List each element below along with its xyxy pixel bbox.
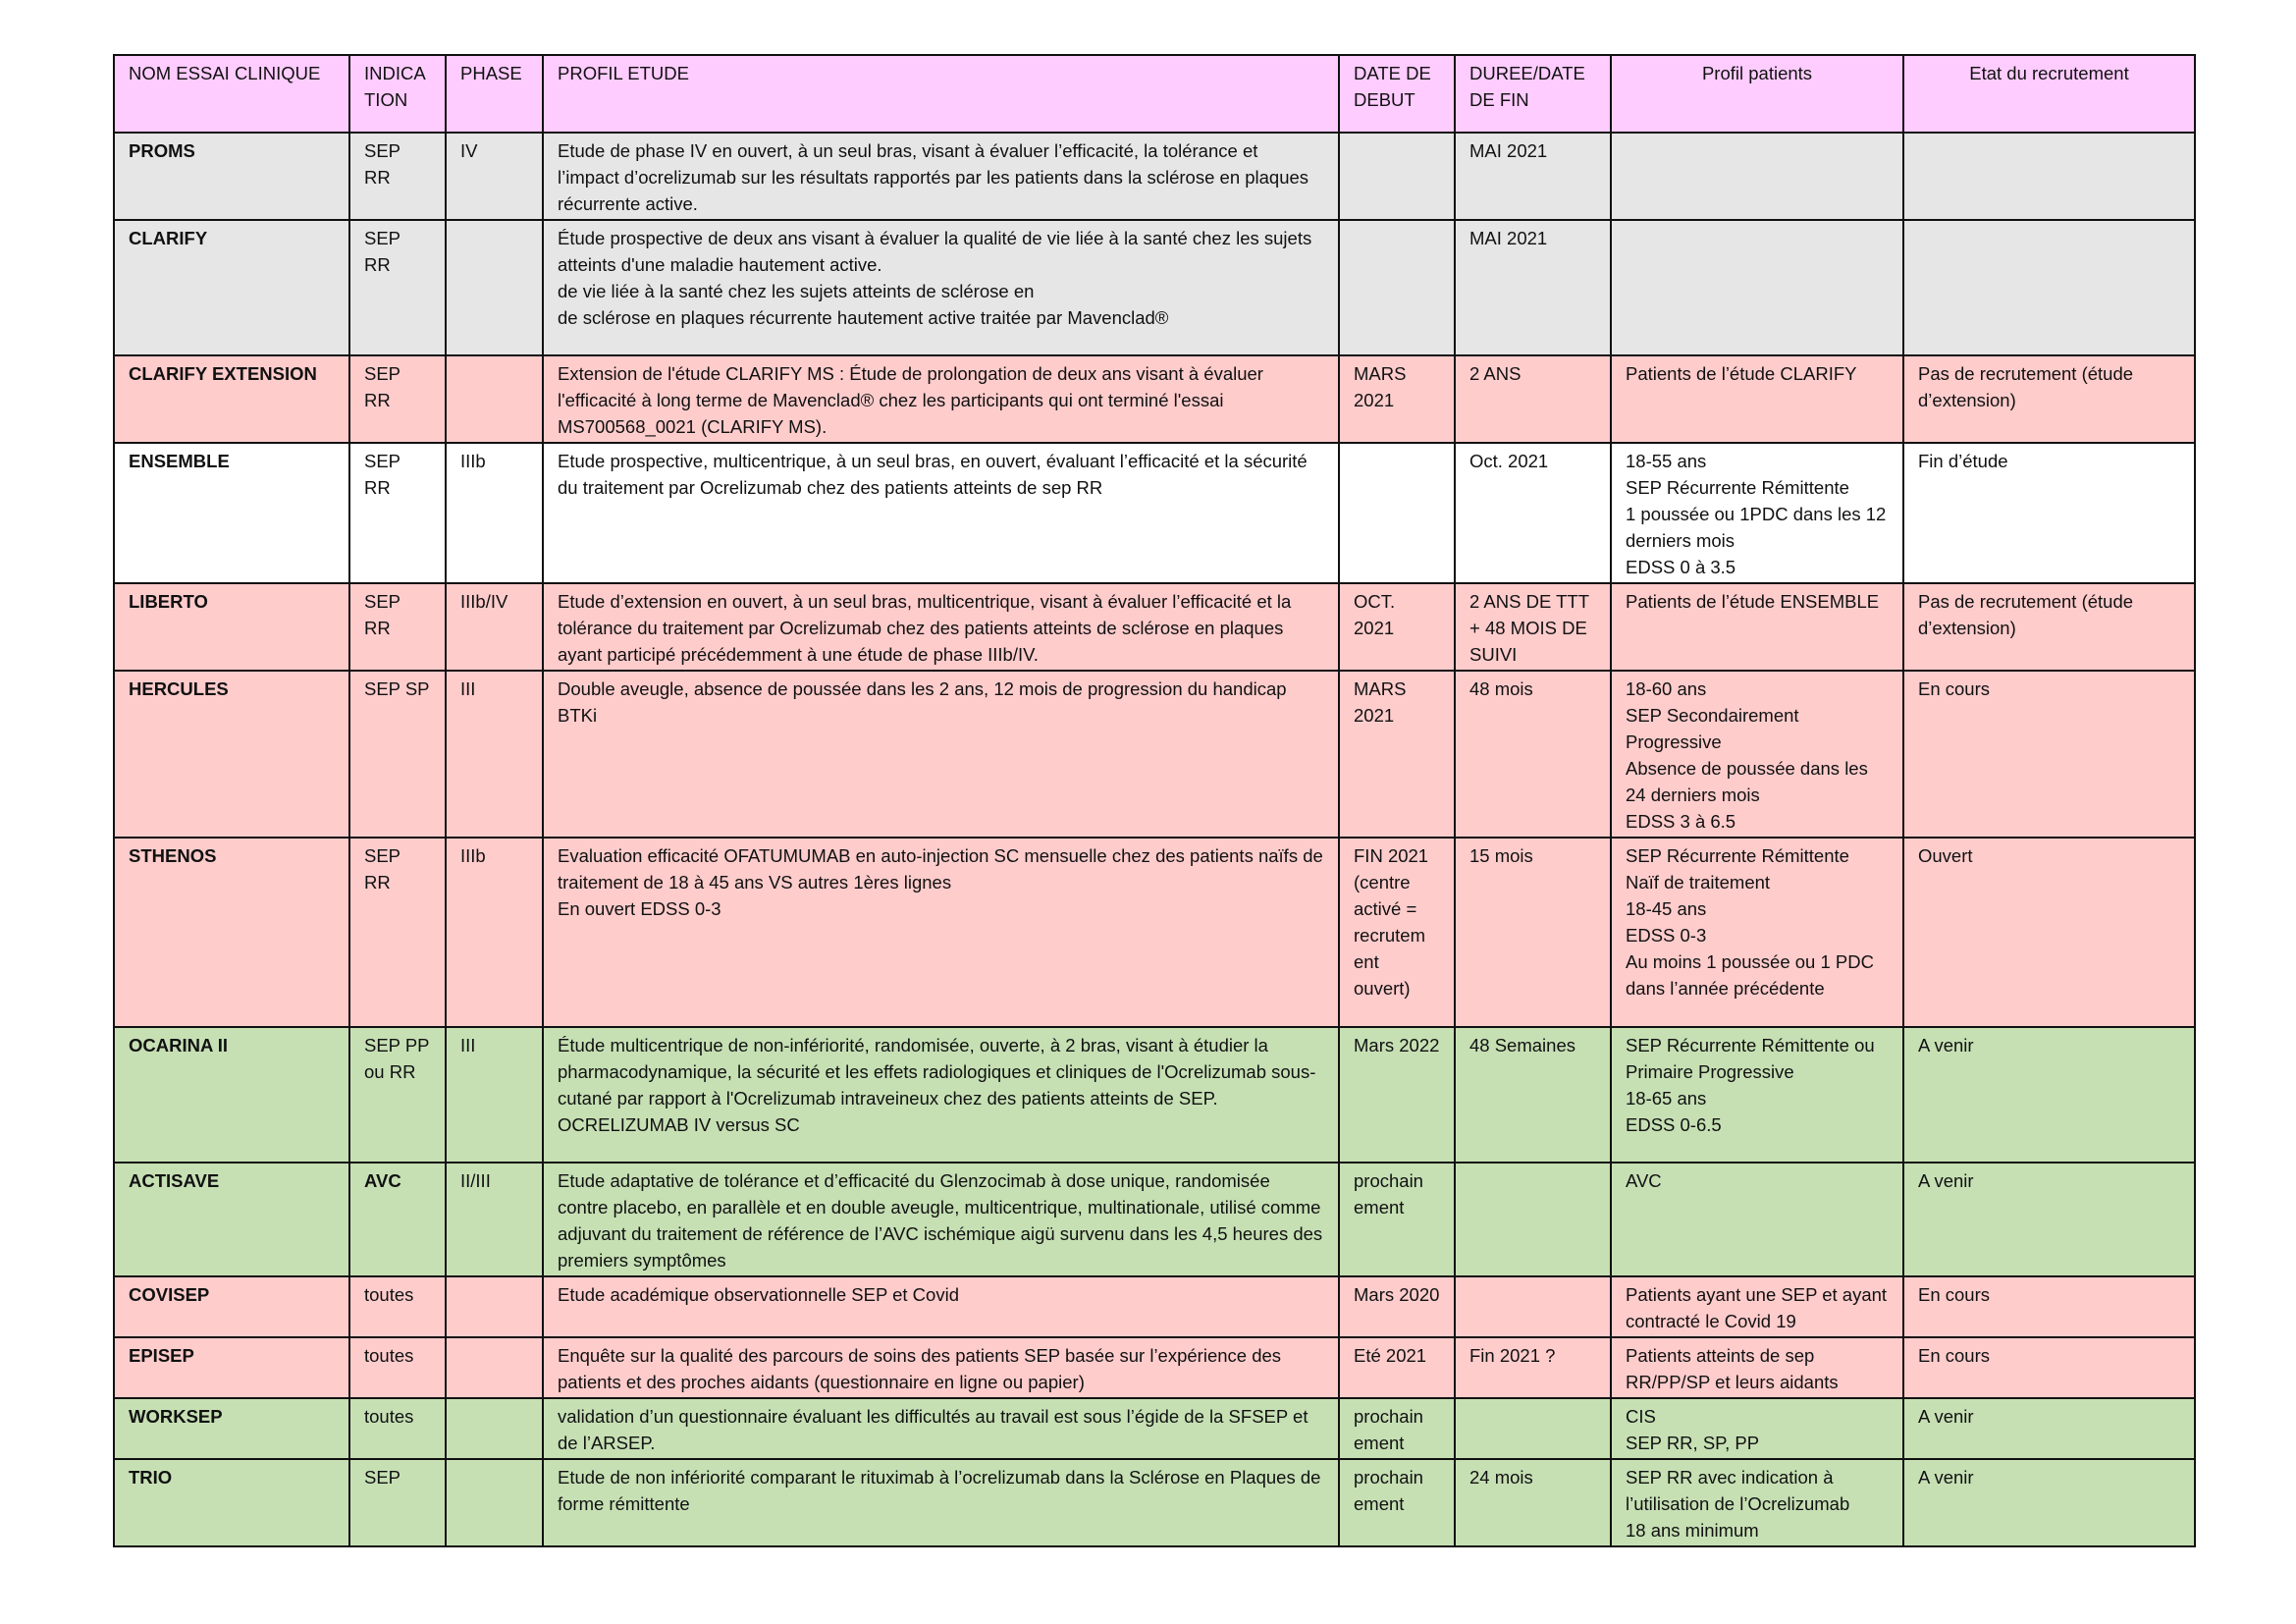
cell-profil-patients <box>1611 1459 1903 1546</box>
cell-phase: III <box>446 671 543 838</box>
cell-line: EDSS 0-6.5 <box>1626 1114 1722 1135</box>
header-phase: PHASE <box>446 55 543 133</box>
table-row <box>114 220 2195 355</box>
cell-duree-fin <box>1455 1459 1611 1546</box>
cell-line: MAI 2021 <box>1469 140 1548 161</box>
cell-line: 1 poussée ou 1PDC dans les 12 derniers mois <box>1626 504 1887 551</box>
cell-name: STHENOS <box>114 838 349 1027</box>
cell-line: Patients atteints de sep RR/PP/SP et leurs aidants <box>1626 1345 1839 1392</box>
cell-line: Patients de l’étude CLARIFY <box>1626 363 1857 384</box>
cell-line: 18-55 ans <box>1626 451 1707 471</box>
cell-date-debut <box>1339 1459 1455 1546</box>
cell-line: Pas de recrutement (étude d’extension) <box>1918 591 2134 638</box>
cell-indication: toutes <box>349 1276 446 1337</box>
cell-profil-etude <box>543 1337 1339 1398</box>
cell-line: Etude adaptative de tolérance et d’efficacité du Glenzocimab à dose unique, randomisée contre placebo, en parallèle et en double aveugle, multicentrique, multinationale, utilisé comme adjuvant du traitement de référence de l’AVC ischémique aigü survenu dans les 4,5 heures des premiers symptômes <box>558 1170 1323 1271</box>
cell-etat-recrutement <box>1903 133 2195 220</box>
cell-line: 18-65 ans <box>1626 1088 1707 1109</box>
cell-indication: SEP SP <box>349 671 446 838</box>
cell-etat-recrutement <box>1903 355 2195 443</box>
cell-date-debut <box>1339 1337 1455 1398</box>
cell-phase: III <box>446 1027 543 1163</box>
cell-date-debut <box>1339 443 1455 583</box>
cell-line: 18-60 ans <box>1626 678 1707 699</box>
cell-name: EPISEP <box>114 1337 349 1398</box>
cell-indication: SEP RR <box>349 133 446 220</box>
cell-line: Double aveugle, absence de poussée dans les 2 ans, 12 mois de progression du handicap <box>558 678 1287 699</box>
cell-line: 15 mois <box>1469 845 1533 866</box>
cell-phase <box>446 220 543 355</box>
cell-duree-fin <box>1455 220 1611 355</box>
cell-line: SEP Récurrente Rémittente <box>1626 477 1849 498</box>
cell-line: OCRELIZUMAB IV versus SC <box>558 1114 800 1135</box>
cell-profil-etude <box>543 1398 1339 1459</box>
cell-duree-fin <box>1455 1398 1611 1459</box>
cell-duree-fin <box>1455 133 1611 220</box>
cell-profil-patients <box>1611 1337 1903 1398</box>
header-etat-recrutement: Etat du recrutement <box>1903 55 2195 133</box>
cell-line: EDSS 3 à 6.5 <box>1626 811 1736 832</box>
cell-line: A venir <box>1918 1406 1974 1427</box>
clinical-trials-table <box>113 54 2196 1547</box>
cell-line: Evaluation efficacité OFATUMUMAB en auto-injection SC mensuelle chez des patients naïfs de traitement de 18 à 45 ans VS autres 1ères lignes <box>558 845 1323 893</box>
cell-profil-patients <box>1611 443 1903 583</box>
cell-etat-recrutement <box>1903 1459 2195 1546</box>
cell-line: En cours <box>1918 678 1991 699</box>
cell-line: Étude multicentrique de non-infériorité, randomisée, ouverte, à 2 bras, visant à étudier la pharmacodynamique, la sécurité et les effets radiologiques et cliniques de l'Ocrelizumab sous-cutané par rapport à l'Ocrelizumab intraveineux chez des patients atteints de SEP. <box>558 1035 1316 1109</box>
cell-date-debut <box>1339 1163 1455 1276</box>
cell-duree-fin <box>1455 838 1611 1027</box>
cell-line: Mars 2022 <box>1354 1035 1440 1056</box>
cell-line: 24 mois <box>1469 1467 1533 1488</box>
cell-line: Mars 2020 <box>1354 1284 1440 1305</box>
cell-indication: SEP <box>349 1459 446 1546</box>
cell-phase <box>446 355 543 443</box>
header-nom-essai: NOM ESSAI CLINIQUE <box>114 55 349 133</box>
cell-line: Ouvert <box>1918 845 1973 866</box>
cell-line: SEP Récurrente Rémittente ou Primaire Progressive <box>1626 1035 1875 1082</box>
cell-indication: SEP RR <box>349 443 446 583</box>
cell-date-debut <box>1339 220 1455 355</box>
cell-line: Extension de l'étude CLARIFY MS : Étude de prolongation de deux ans visant à évaluer l'efficacité à long terme de Mavenclad® chez les participants qui ont terminé l'essai MS700568_0021 (CLARIFY MS). <box>558 363 1263 437</box>
cell-indication: SEP RR <box>349 583 446 671</box>
cell-line: AVC <box>1626 1170 1662 1191</box>
cell-line: Etude académique observationnelle SEP et Covid <box>558 1284 959 1305</box>
cell-name: COVISEP <box>114 1276 349 1337</box>
cell-line: Etude prospective, multicentrique, à un seul bras, en ouvert, évaluant l’efficacité et la sécurité du traitement par Ocrelizumab chez des patients atteints de sep RR <box>558 451 1308 498</box>
cell-etat-recrutement <box>1903 1276 2195 1337</box>
cell-indication: toutes <box>349 1398 446 1459</box>
cell-line: MARS 2021 <box>1354 678 1407 726</box>
cell-etat-recrutement <box>1903 220 2195 355</box>
cell-profil-etude <box>543 1027 1339 1163</box>
cell-duree-fin <box>1455 443 1611 583</box>
cell-line: A venir <box>1918 1035 1974 1056</box>
cell-profil-etude <box>543 838 1339 1027</box>
cell-line: EDSS 0 à 3.5 <box>1626 557 1736 577</box>
cell-etat-recrutement <box>1903 671 2195 838</box>
cell-line: A venir <box>1918 1170 1974 1191</box>
cell-name: CLARIFY <box>114 220 349 355</box>
cell-etat-recrutement <box>1903 838 2195 1027</box>
cell-line: SEP RR, SP, PP <box>1626 1433 1760 1453</box>
cell-etat-recrutement <box>1903 1337 2195 1398</box>
cell-line: CIS <box>1626 1406 1656 1427</box>
cell-phase <box>446 1276 543 1337</box>
cell-profil-patients <box>1611 355 1903 443</box>
cell-duree-fin <box>1455 671 1611 838</box>
cell-etat-recrutement <box>1903 443 2195 583</box>
cell-profil-patients <box>1611 1276 1903 1337</box>
table-row <box>114 355 2195 443</box>
cell-line: SEP Secondairement Progressive <box>1626 705 1799 752</box>
table-row <box>114 671 2195 838</box>
cell-line: Patients ayant une SEP et ayant contracté le Covid 19 <box>1626 1284 1888 1331</box>
cell-line: Pas de recrutement (étude d’extension) <box>1918 363 2134 410</box>
cell-line: Au moins 1 poussée ou 1 PDC dans l’année précédente <box>1626 951 1874 999</box>
header-profil-etude: PROFIL ETUDE <box>543 55 1339 133</box>
cell-line: Absence de poussée dans les 24 derniers mois <box>1626 758 1868 805</box>
table-row <box>114 838 2195 1027</box>
cell-line: A venir <box>1918 1467 1974 1488</box>
cell-profil-etude <box>543 1459 1339 1546</box>
table-header-row <box>114 55 2195 133</box>
cell-line: de sclérose en plaques récurrente hautement active traitée par Mavenclad® <box>558 307 1169 328</box>
cell-duree-fin <box>1455 1337 1611 1398</box>
cell-line: Patients de l’étude ENSEMBLE <box>1626 591 1880 612</box>
cell-duree-fin <box>1455 1276 1611 1337</box>
cell-phase <box>446 1337 543 1398</box>
cell-line: MAI 2021 <box>1469 228 1548 248</box>
cell-duree-fin <box>1455 1163 1611 1276</box>
cell-name: PROMS <box>114 133 349 220</box>
cell-line: prochain ement <box>1354 1170 1423 1218</box>
cell-indication: SEP RR <box>349 220 446 355</box>
cell-line: Eté 2021 <box>1354 1345 1427 1366</box>
cell-profil-etude <box>543 355 1339 443</box>
cell-line: 18 ans minimum <box>1626 1520 1759 1541</box>
cell-profil-patients <box>1611 838 1903 1027</box>
cell-name: HERCULES <box>114 671 349 838</box>
cell-name: ACTISAVE <box>114 1163 349 1276</box>
cell-line: En cours <box>1918 1345 1991 1366</box>
cell-line: En cours <box>1918 1284 1991 1305</box>
cell-line: Oct. 2021 <box>1469 451 1549 471</box>
table-row <box>114 1398 2195 1459</box>
cell-line: FIN 2021 (centre activé = recrutem ent ouvert) <box>1354 845 1429 999</box>
cell-line: Étude prospective de deux ans visant à évaluer la qualité de vie liée à la santé chez les sujets atteints d'une maladie hautement active. <box>558 228 1312 275</box>
cell-phase: IIIb <box>446 838 543 1027</box>
cell-date-debut <box>1339 583 1455 671</box>
table-body <box>114 133 2195 1546</box>
header-date-debut: DATE DE DEBUT <box>1339 55 1455 133</box>
cell-profil-patients <box>1611 1398 1903 1459</box>
cell-indication: SEP RR <box>349 838 446 1027</box>
cell-date-debut <box>1339 355 1455 443</box>
cell-date-debut <box>1339 1276 1455 1337</box>
cell-indication: SEP RR <box>349 355 446 443</box>
cell-date-debut <box>1339 133 1455 220</box>
cell-profil-etude <box>543 133 1339 220</box>
cell-profil-patients <box>1611 133 1903 220</box>
cell-line: de vie liée à la santé chez les sujets atteints de sclérose en <box>558 281 1035 301</box>
cell-name: OCARINA II <box>114 1027 349 1163</box>
cell-line: 18-45 ans <box>1626 898 1707 919</box>
cell-name: TRIO <box>114 1459 349 1546</box>
cell-line: SEP RR avec indication à l’utilisation de l’Ocrelizumab <box>1626 1467 1850 1514</box>
cell-indication: AVC <box>349 1163 446 1276</box>
cell-line: Fin 2021 ? <box>1469 1345 1556 1366</box>
cell-profil-patients <box>1611 1027 1903 1163</box>
cell-line: 2 ANS <box>1469 363 1522 384</box>
cell-date-debut <box>1339 671 1455 838</box>
cell-line: Etude de phase IV en ouvert, à un seul bras, visant à évaluer l’efficacité, la tolérance et l’impact d’ocrelizumab sur les résultats rapportés par les patients dans la sclérose en plaques récurrente active. <box>558 140 1309 214</box>
cell-date-debut <box>1339 1027 1455 1163</box>
cell-line: Etude de non infériorité comparant le rituximab à l’ocrelizumab dans la Sclérose en Plaques de forme rémittente <box>558 1467 1321 1514</box>
cell-line: 48 mois <box>1469 678 1533 699</box>
cell-etat-recrutement <box>1903 1398 2195 1459</box>
table-row <box>114 1163 2195 1276</box>
cell-profil-patients <box>1611 220 1903 355</box>
header-indication: INDICA TION <box>349 55 446 133</box>
cell-line: BTKi <box>558 705 598 726</box>
table-row <box>114 1337 2195 1398</box>
cell-profil-patients <box>1611 1163 1903 1276</box>
cell-etat-recrutement <box>1903 1163 2195 1276</box>
table-row <box>114 1276 2195 1337</box>
cell-phase: IIIb/IV <box>446 583 543 671</box>
cell-phase <box>446 1398 543 1459</box>
table-row <box>114 1027 2195 1163</box>
cell-profil-etude <box>543 1276 1339 1337</box>
cell-date-debut <box>1339 838 1455 1027</box>
cell-line: 48 Semaines <box>1469 1035 1575 1056</box>
cell-phase: II/III <box>446 1163 543 1276</box>
cell-line: EDSS 0-3 <box>1626 925 1707 946</box>
cell-profil-etude <box>543 671 1339 838</box>
cell-line: En ouvert EDSS 0-3 <box>558 898 721 919</box>
cell-name: CLARIFY EXTENSION <box>114 355 349 443</box>
cell-etat-recrutement <box>1903 583 2195 671</box>
cell-line: Enquête sur la qualité des parcours de soins des patients SEP basée sur l’expérience des patients et des proches aidants (questionnaire en ligne ou papier) <box>558 1345 1282 1392</box>
cell-line: validation d’un questionnaire évaluant les difficultés au travail est sous l’égide de la SFSEP et de l’ARSEP. <box>558 1406 1308 1453</box>
header-duree-fin: DUREE/DATE DE FIN <box>1455 55 1611 133</box>
cell-line: prochain ement <box>1354 1467 1423 1514</box>
cell-profil-etude <box>543 443 1339 583</box>
cell-etat-recrutement <box>1903 1027 2195 1163</box>
cell-profil-etude <box>543 1163 1339 1276</box>
cell-phase: IV <box>446 133 543 220</box>
cell-line: OCT. 2021 <box>1354 591 1396 638</box>
cell-name: WORKSEP <box>114 1398 349 1459</box>
cell-profil-etude <box>543 220 1339 355</box>
cell-duree-fin <box>1455 355 1611 443</box>
cell-line: Naïf de traitement <box>1626 872 1771 893</box>
cell-line: SEP Récurrente Rémittente <box>1626 845 1849 866</box>
table-row <box>114 443 2195 583</box>
cell-phase: IIIb <box>446 443 543 583</box>
table-row <box>114 133 2195 220</box>
cell-duree-fin <box>1455 583 1611 671</box>
cell-name: ENSEMBLE <box>114 443 349 583</box>
cell-date-debut <box>1339 1398 1455 1459</box>
cell-line: Fin d’étude <box>1918 451 2008 471</box>
cell-indication: toutes <box>349 1337 446 1398</box>
cell-name: LIBERTO <box>114 583 349 671</box>
cell-profil-etude <box>543 583 1339 671</box>
table-row <box>114 583 2195 671</box>
cell-line: Etude d’extension en ouvert, à un seul bras, multicentrique, visant à évaluer l’efficacité et la tolérance du traitement par Ocrelizumab chez des patients atteints de sclérose en plaques ayant participé précédemment à une étude de phase IIIb/IV. <box>558 591 1292 665</box>
cell-line: prochain ement <box>1354 1406 1423 1453</box>
cell-duree-fin <box>1455 1027 1611 1163</box>
cell-profil-patients <box>1611 671 1903 838</box>
cell-line: 2 ANS DE TTT + 48 MOIS DE SUIVI <box>1469 591 1589 665</box>
header-profil-patients: Profil patients <box>1611 55 1903 133</box>
cell-line: MARS 2021 <box>1354 363 1407 410</box>
cell-phase <box>446 1459 543 1546</box>
table-row <box>114 1459 2195 1546</box>
cell-profil-patients <box>1611 583 1903 671</box>
cell-indication: SEP PP ou RR <box>349 1027 446 1163</box>
